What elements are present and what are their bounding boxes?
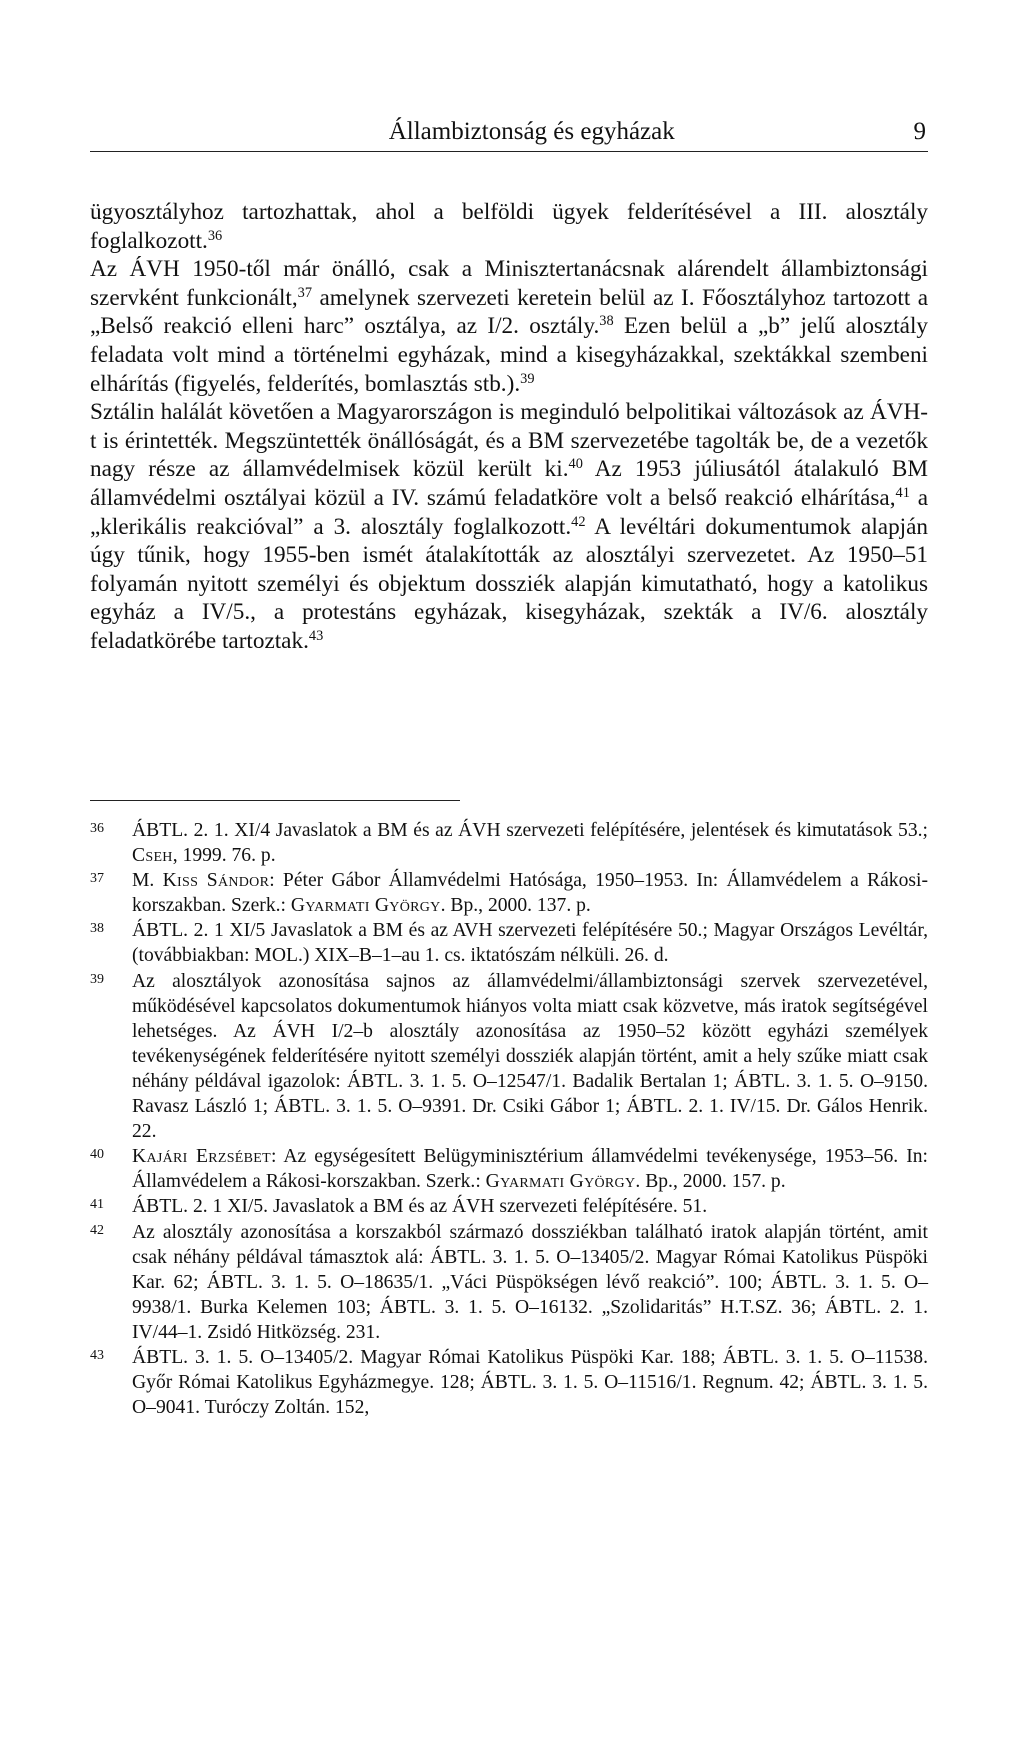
footnote-text: Az alosztály azonosítása a korszakból származó dossziékban található iratok alapján történt, amit csak néhány példával támasztok alá: ÁBTL. 3. 1. 5. O–13405/2. Magyar Római Katolikus Püspöki Kar. 62; ÁBTL. 3. 1. 5. O–18635/1. „Váci Püspökségen lévő reakció”. 100; ÁBTL. 3. 1. 5. O–9938/1. Burka Kelemen 103; ÁBTL. 3. 1. 5. O–16132. „Szolidaritás” H.T.SZ. 36; ÁBTL. 2. 1. IV/44–1. Zsidó Hitközség. 231. bbox=[132, 1221, 928, 1343]
footnote-ref[interactable]: 39 bbox=[520, 370, 535, 387]
author-name: Cseh bbox=[132, 845, 173, 867]
paragraph bbox=[90, 255, 928, 398]
footnote-text: M. bbox=[132, 870, 163, 892]
text-run: A levéltári dokumentumok alapján úgy tűnik, hogy 1955-ben ismét átalakították az alosztályi szervezetet. Az 1950–51 folyamán nyitott személyi és objektum dossziék alapján kimutatható, hogy a katolikus egyház a IV/5., a protestáns egyházak, kisegyházak, szekták a IV/6. alosztály feladatkörébe tartoztak. bbox=[90, 513, 928, 654]
footnote-ref[interactable]: 40 bbox=[568, 456, 583, 473]
footnote-ref[interactable]: 41 bbox=[895, 485, 910, 502]
footnote-37 bbox=[90, 868, 928, 918]
footnote-text: ÁBTL. 2. 1 XI/5 Javaslatok a BM és az AVH szervezeti felépítésére 50.; Magyar Országos Levéltár, (továbbiakban: MOL.) XIX–B–1–au 1. cs. iktatószám nélküli. 26. d. bbox=[132, 920, 928, 967]
page-number: 9 bbox=[913, 118, 926, 145]
footnote-ref[interactable]: 36 bbox=[207, 227, 223, 244]
text-run: Az ÁVH 1950-től már önálló, csak a Minisztertanácsnak alárendelt állambiztonsági szervként funkcionált, bbox=[90, 256, 928, 311]
footnote-text: ÁBTL. 2. 1 XI/5. Javaslatok a BM és az ÁVH szervezeti felépítésére. 51. bbox=[132, 1196, 708, 1218]
text-run: a „klerikális reakcióval” a 3. alosztály foglalkozott. bbox=[90, 484, 928, 540]
editor-name: Gyarmati György bbox=[485, 1171, 636, 1193]
footnote-text: ÁBTL. 2. 1. XI/4 Javaslatok a BM és az ÁVH szervezeti felépítésére, jelentések és kimutatások 53.; bbox=[132, 820, 928, 841]
footnote-text: : Péter Gábor Államvédelmi Hatósága, 1950–1953. In: Államvédelem a Rákosi-korszakban. Szerk.: bbox=[132, 870, 928, 917]
footnote-number: 41 bbox=[90, 1197, 104, 1213]
footnote-38 bbox=[90, 918, 928, 968]
footnote-separator bbox=[90, 800, 460, 801]
footnote-text: , 1999. 76. p. bbox=[172, 845, 276, 867]
editor-name: Gyarmati György bbox=[290, 895, 441, 917]
text-run: Ezen belül a „b” jelű alosztály feladata volt mind a történelmi egyházak, mind a kisegyházakkal, szektákkal szembeni elhárítás (figyelés, felderítés, bomlasztás stb.). bbox=[90, 313, 929, 397]
footnote-number: 42 bbox=[90, 1222, 104, 1238]
footnote-40 bbox=[90, 1144, 928, 1194]
text-run: amelynek szervezeti keretein belül az I. Főosztályhoz tartozott a „Belső reakció elleni harc” osztálya, az I/2. osztály. bbox=[90, 284, 928, 340]
footnote-number: 39 bbox=[90, 971, 104, 987]
paragraph bbox=[90, 198, 928, 255]
footnote-ref[interactable]: 38 bbox=[599, 313, 614, 330]
footnote-ref[interactable]: 43 bbox=[308, 628, 324, 644]
text-run: ügyosztályhoz tartozhattak, ahol a belföldi ügyek felderítésével a III. alosztály foglalkozott. bbox=[90, 199, 928, 254]
author-name: Kiss Sándor bbox=[162, 870, 270, 892]
footnote-ref[interactable]: 37 bbox=[297, 284, 313, 301]
footnote-number: 36 bbox=[90, 821, 104, 836]
text-run: Sztálin halálát követően a Magyarországon is meginduló belpolitikai változások az ÁVH-t is érintették. Megszüntették önállóságát, és a BM szervezetébe tagolták be, de a vezetők nagy része az államvédelmisek közül került ki. bbox=[90, 399, 928, 483]
footnote-number: 43 bbox=[90, 1347, 104, 1363]
main-text bbox=[90, 198, 928, 656]
footnotes bbox=[90, 818, 928, 1420]
author-name: Kajári Erzsébet bbox=[132, 1146, 271, 1168]
header-title: Állambiztonság és egyházak bbox=[388, 118, 675, 145]
running-header bbox=[90, 118, 926, 146]
footnote-text: : Az egységesített Belügyminisztérium államvédelmi tevékenysége, 1953–56. In: Államvédelem a Rákosi-korszakban. Szerk.: bbox=[132, 1146, 928, 1193]
footnote-text: Az alosztályok azonosítása sajnos az államvédelmi/állambiztonsági szervek szervezetével, működésével kapcsolatos dokumentumok hiányos volta miatt csak közvetve, más iratok segítségével lehetséges. Az ÁVH I/2–b alosztály azonosítása az 1950–52 között egyházi személyek tevékenységének felderítésére nyitott személyi dossziék alapján történt, amit a hely szűke miatt csak néhány példával igazolok: ÁBTL. 3. 1. 5. O–12547/1. Badalik Bertalan 1; ÁBTL. 3. 1. 5. O–9150. Ravasz László 1; ÁBTL. 3. 1. 5. O–9391. Dr. Csiki Gábor 1; ÁBTL. 2. 1. IV/15. Dr. Gálos Henrik. 22. bbox=[132, 970, 928, 1143]
footnote-43 bbox=[90, 1345, 928, 1420]
text-run: Az 1953 júliusától átalakuló BM államvédelmi osztályai közül a IV. számú feladatköre volt a belső reakció elhárítása, bbox=[90, 456, 928, 511]
paragraph bbox=[90, 398, 928, 655]
footnote-number: 40 bbox=[90, 1147, 104, 1163]
footnote-text: ÁBTL. 3. 1. 5. O–13405/2. Magyar Római Katolikus Püspöki Kar. 188; ÁBTL. 3. 1. 5. O–11538. Győr Római Katolikus Egyházmegye. 128; ÁBTL. 3. 1. 5. O–11516/1. Regnum. 42; ÁBTL. 3. 1. 5. O–9041. Turóczy Zoltán. 152, bbox=[132, 1346, 928, 1419]
footnote-ref[interactable]: 42 bbox=[571, 513, 586, 530]
footnote-number: 38 bbox=[90, 921, 104, 937]
footnote-text: . Bp., 2000. 157. p. bbox=[635, 1171, 786, 1193]
footnote-36 bbox=[90, 818, 928, 868]
footnote-42 bbox=[90, 1220, 928, 1345]
footnote-number: 37 bbox=[90, 871, 104, 887]
footnote-39 bbox=[90, 969, 928, 1145]
footnote-41 bbox=[90, 1194, 928, 1219]
header-rule bbox=[90, 151, 928, 152]
footnote-text: . Bp., 2000. 137. p. bbox=[440, 895, 591, 917]
